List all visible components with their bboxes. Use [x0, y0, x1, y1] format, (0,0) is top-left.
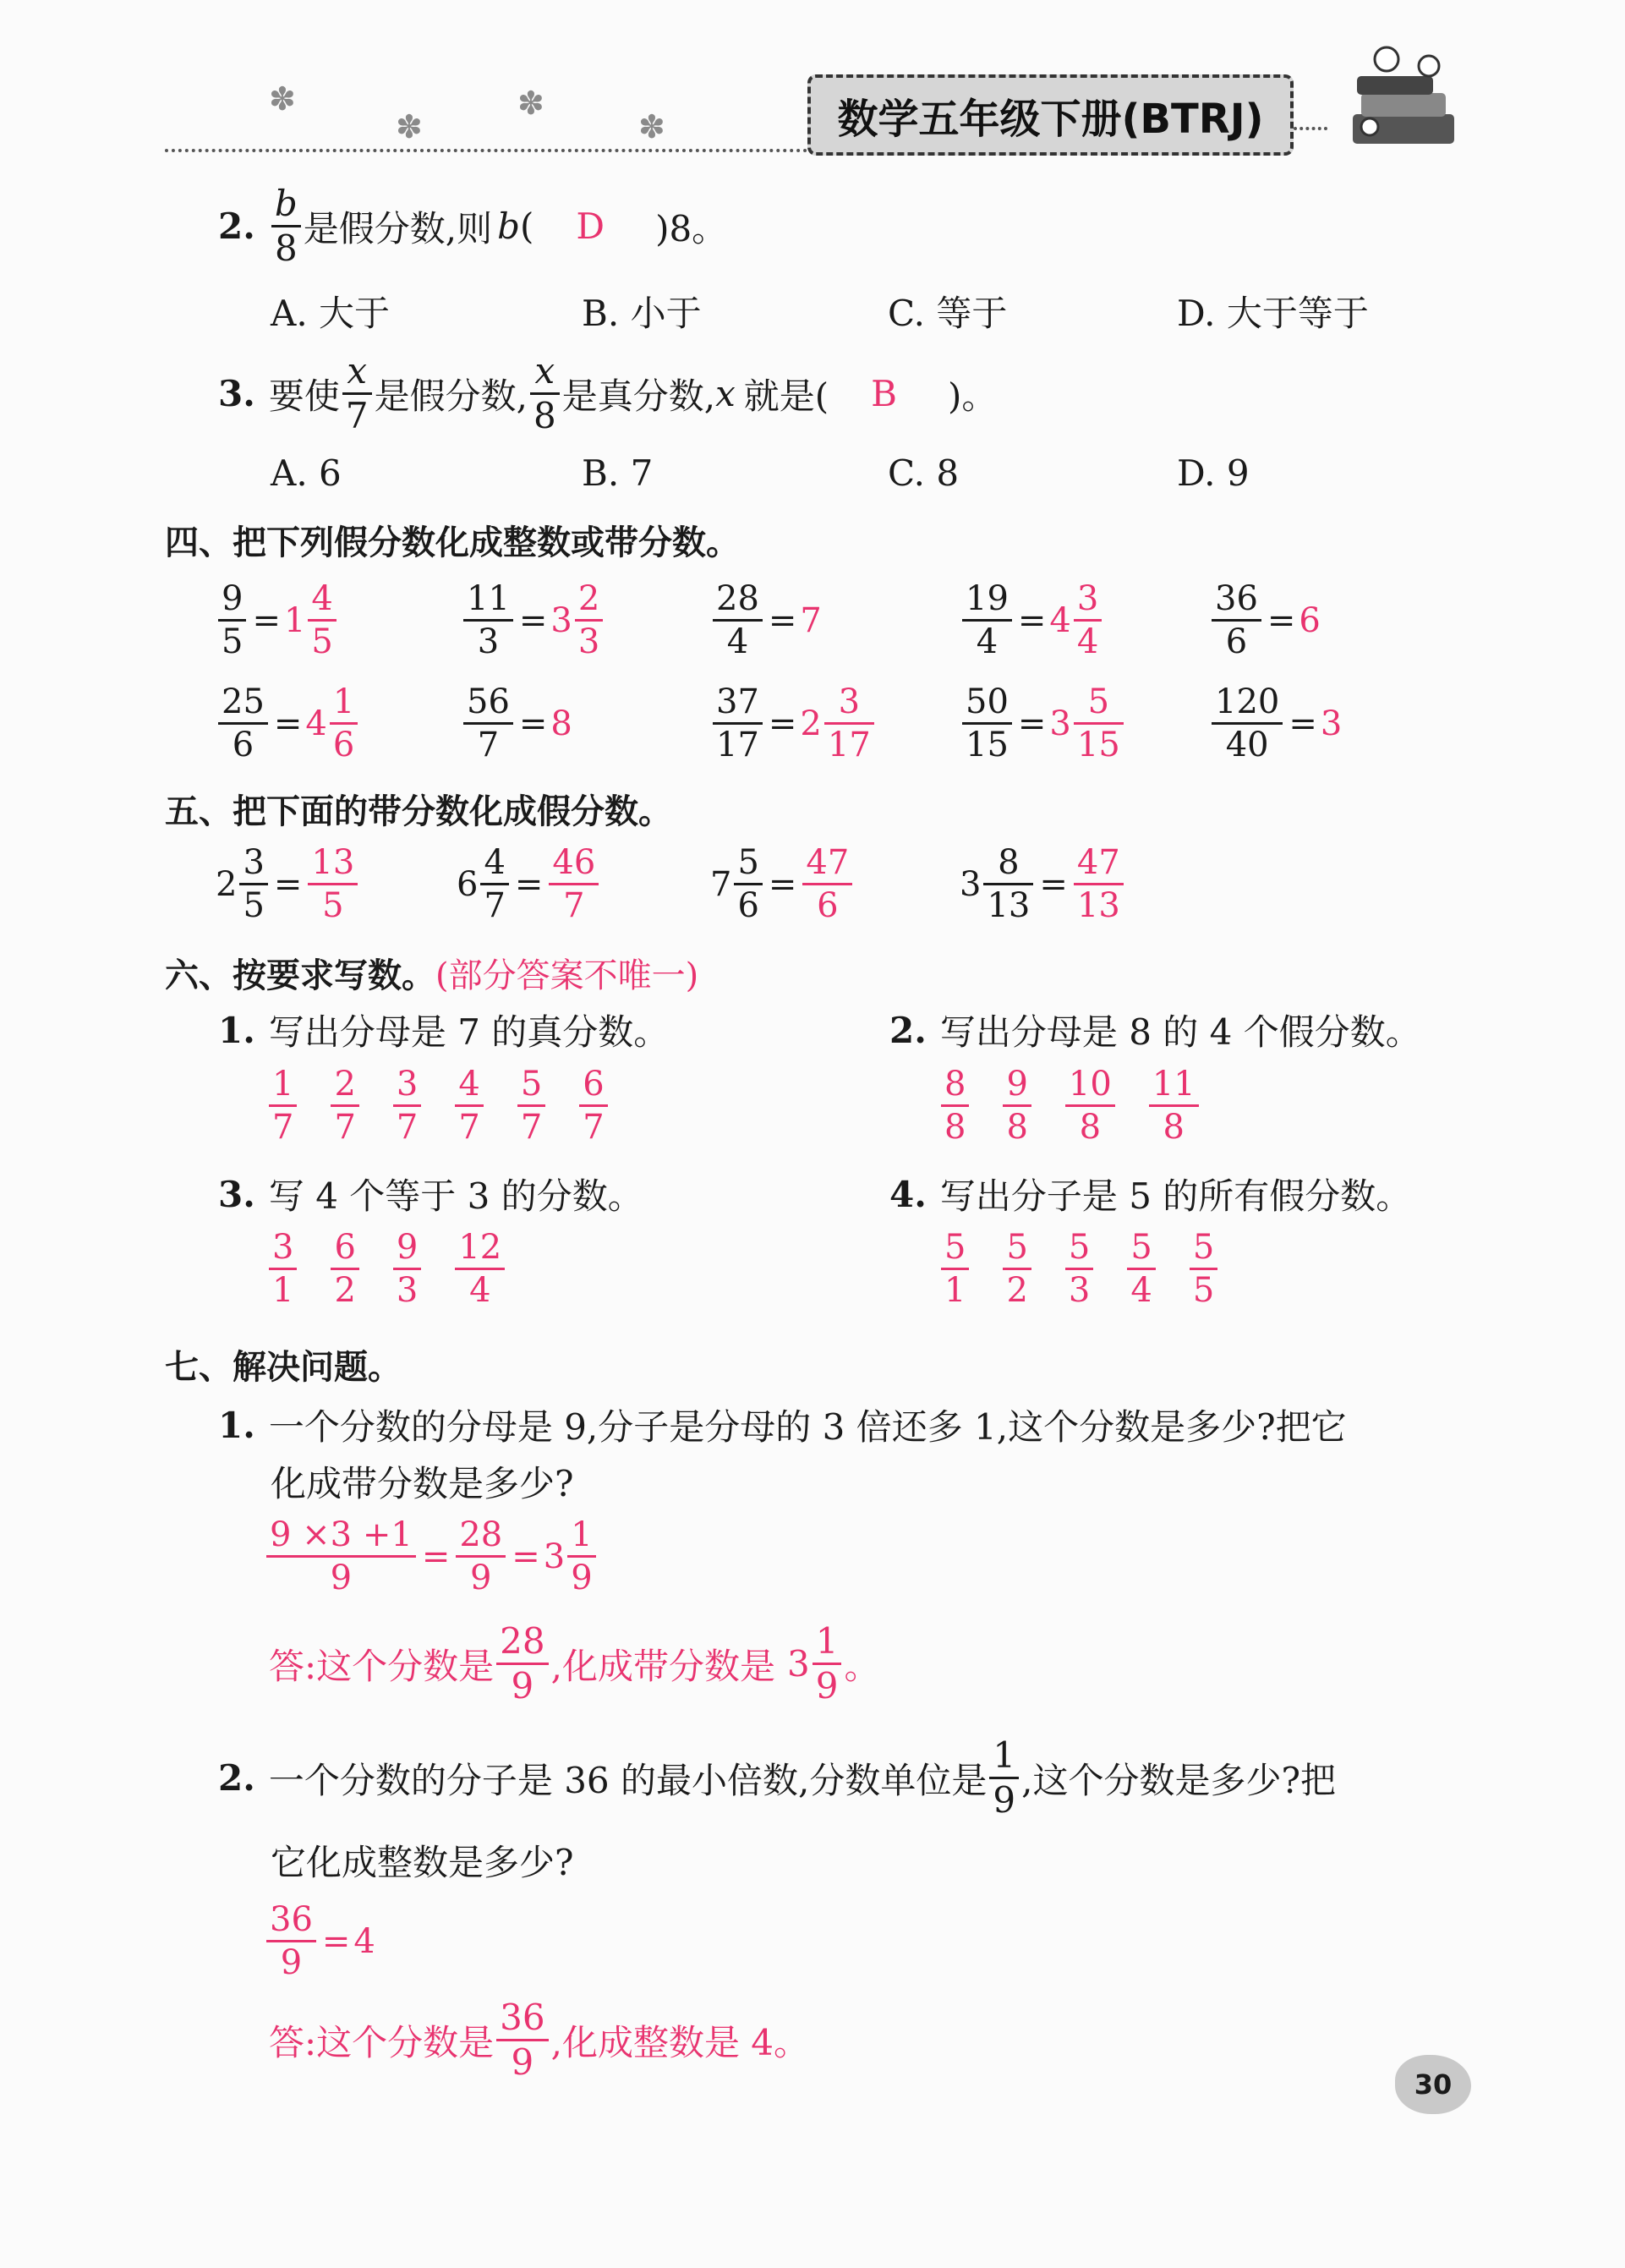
option-c: C. 等于 — [888, 293, 1008, 334]
fraction: $\frac{4}{7}$ — [480, 846, 508, 923]
books-with-kids-icon — [1336, 34, 1471, 161]
question-6-4: 4. 写出分子是 5 的所有假分数。 — [889, 1173, 1412, 1217]
question-6-2: 2. 写出分母是 8 的 4 个假分数。 — [889, 1009, 1421, 1053]
calculation: $\frac{9 \times 3 +1}{9}$ = $\frac{28}{9}$ = 3 1 9 — [264, 1518, 599, 1595]
fraction: $\frac{37}{17}$ — [713, 685, 763, 762]
answer: 6 — [1299, 600, 1321, 640]
conversion-item: $\frac{50}{15}$ = 3 5 15 — [960, 685, 1126, 762]
answer: 8 — [550, 704, 572, 743]
section-heading: 六、按要求写数。(部分答案不唯一) — [165, 956, 699, 995]
answer-fractions — [266, 1065, 610, 1147]
answer — [800, 843, 855, 925]
answer — [1071, 843, 1126, 925]
page-number: 30 — [1395, 2055, 1471, 2114]
fraction: 8 8 — [941, 1067, 969, 1144]
fraction: $\frac{50}{15}$ — [962, 685, 1012, 762]
fraction: 3 4 — [1074, 582, 1102, 659]
fraction: 2 7 — [331, 1067, 358, 1144]
answer: 3 5 15 — [1049, 685, 1125, 762]
answer-statement: 答:这个分数是 36 9 ,化成整数是 4。 — [269, 1997, 810, 2083]
answer: 7 — [800, 600, 822, 640]
flower-icon: ✽ — [638, 108, 665, 145]
option-b: B. 7 — [582, 452, 654, 494]
fraction: $\frac{120}{40}$ — [1212, 685, 1283, 762]
answer: 3 2 3 — [550, 582, 605, 659]
fraction: x 8 — [530, 353, 560, 434]
conversion-item: 6 $\frac{4}{7}$ = $\frac{46}{7}$ — [457, 846, 601, 923]
conversion-item: $\frac{28}{4}$ = 7 — [710, 582, 822, 659]
fraction: 9 3 — [393, 1230, 421, 1307]
question-number: 3. — [218, 373, 255, 414]
answer — [305, 843, 360, 925]
answer-statement: 答:这个分数是 28 9 ,化成带分数是 3 1 9 。 — [269, 1620, 880, 1706]
fraction: 4 5 — [308, 582, 336, 659]
question-7-2: 2. 一个分数的分子是 36 的最小倍数,分数单位是 1 9 ,这个分数是多少?把 — [218, 1734, 1336, 1821]
question-7-1-line2: 化成带分数是多少? — [271, 1463, 574, 1504]
answer — [546, 843, 601, 925]
question-number: 2. — [218, 205, 255, 247]
answer: 2 3 17 — [800, 685, 876, 762]
question-3-2: 2. b 8 是假分数,则 b ( D )8。 — [218, 183, 728, 269]
fraction: $\frac{5}{6}$ — [734, 846, 762, 923]
fraction: 1 6 — [330, 685, 358, 762]
option-b: B. 小于 — [582, 293, 702, 334]
section-heading: 七、解决问题。 — [165, 1348, 402, 1387]
conversion-item: $\frac{11}{3}$ = 3 2 3 — [461, 582, 605, 659]
section-heading: 五、把下面的带分数化成假分数。 — [165, 792, 672, 831]
fraction: $\frac{28}{4}$ — [713, 582, 763, 659]
fraction: b 8 — [271, 186, 301, 266]
fraction: 1 7 — [269, 1067, 297, 1144]
fraction: $\frac{13}{5}$ — [308, 846, 358, 923]
fraction: 5 7 — [517, 1067, 545, 1144]
question-6-1: 1. 写出分母是 7 的真分数。 — [218, 1009, 670, 1053]
fraction: 4 7 — [455, 1067, 483, 1144]
book-title: 数学五年级下册(BTRJ) — [807, 74, 1294, 156]
fraction: 5 4 — [1127, 1230, 1155, 1307]
conversion-item: 7 $\frac{5}{6}$ = $\frac{47}{6}$ — [710, 846, 855, 923]
fraction: 3 1 — [269, 1230, 297, 1307]
flower-icon: ✽ — [396, 108, 423, 145]
answer: 3 — [1320, 704, 1343, 743]
fraction: $\frac{19}{4}$ — [962, 582, 1012, 659]
answer-fractions — [938, 1065, 1201, 1147]
option-a: A. 6 — [271, 452, 342, 494]
conversion-item: 3 $\frac{8}{13}$ = $\frac{47}{13}$ — [960, 846, 1126, 923]
option-d: D. 大于等于 — [1177, 293, 1369, 334]
conversion-item: $\frac{9}{5}$ = 1 4 5 — [216, 582, 339, 659]
fraction: 5 3 — [1065, 1230, 1093, 1307]
fraction: $\frac{47}{13}$ — [1074, 846, 1124, 923]
section-heading: 四、把下列假分数化成整数或带分数。 — [165, 523, 740, 562]
fraction: $\frac{47}{6}$ — [802, 846, 852, 923]
answer-fractions — [938, 1228, 1220, 1310]
answer-blank: D — [576, 205, 605, 247]
fraction: $\frac{46}{7}$ — [549, 846, 599, 923]
answer: 1 4 5 — [284, 582, 339, 659]
fraction: 10 8 — [1065, 1067, 1115, 1144]
conversion-item: $\frac{56}{7}$ = 8 — [461, 685, 572, 762]
flower-icon: ✽ — [269, 80, 296, 118]
fraction: 3 17 — [824, 685, 874, 762]
answer-blank: B — [871, 373, 898, 414]
conversion-item: 2 $\frac{3}{5}$ = $\frac{13}{5}$ — [216, 846, 360, 923]
question-7-1: 1. 一个分数的分母是 9,分子是分母的 3 倍还多 1,这个分数是多少?把它 — [218, 1404, 1347, 1448]
question-6-3: 3. 写 4 个等于 3 的分数。 — [218, 1173, 643, 1217]
fraction: 12 4 — [455, 1230, 505, 1307]
fraction: $\frac{36}{6}$ — [1212, 582, 1261, 659]
fraction: 6 2 — [331, 1230, 358, 1307]
fraction: $\frac{56}{7}$ — [463, 685, 513, 762]
fraction: 5 5 — [1190, 1230, 1217, 1307]
option-a: A. 大于 — [271, 293, 391, 334]
conversion-item: $\frac{19}{4}$ = 4 3 4 — [960, 582, 1104, 659]
fraction: $\frac{9}{5}$ — [218, 582, 246, 659]
fraction: $\frac{25}{6}$ — [218, 685, 268, 762]
header-dotted-line — [1294, 127, 1327, 130]
fraction: 11 8 — [1149, 1067, 1199, 1144]
note: (部分答案不唯一) — [435, 956, 699, 995]
answer: 4 3 4 — [1049, 582, 1104, 659]
option-c: C. 8 — [888, 452, 960, 494]
fraction: 5 1 — [941, 1230, 969, 1307]
conversion-item: $\frac{36}{6}$ = 6 — [1209, 582, 1321, 659]
answer-fractions — [266, 1228, 507, 1310]
fraction: 5 15 — [1074, 685, 1124, 762]
fraction: $\frac{3}{5}$ — [239, 846, 267, 923]
fraction: x 7 — [342, 353, 372, 434]
conversion-item: $\frac{25}{6}$ = 4 1 6 — [216, 685, 360, 762]
answer: 4 1 6 — [305, 685, 360, 762]
option-d: D. 9 — [1177, 452, 1250, 494]
calculation: $\frac{36}{9}$ = 4 — [264, 1903, 375, 1980]
question-7-2-line2: 它化成整数是多少? — [271, 1842, 574, 1883]
header-dotted-line — [165, 149, 807, 152]
question-3-3: 3. 要使 x 7 是假分数, x 8 是真分数, x 就是( B )。 — [218, 350, 998, 436]
conversion-item: $\frac{120}{40}$ = 3 — [1209, 685, 1342, 762]
fraction: $\frac{8}{13}$ — [983, 846, 1033, 923]
fraction: 6 7 — [579, 1067, 607, 1144]
fraction: 5 2 — [1003, 1230, 1031, 1307]
fraction: 9 8 — [1003, 1067, 1031, 1144]
conversion-item: $\frac{37}{17}$ = 2 3 17 — [710, 685, 877, 762]
fraction: $\frac{11}{3}$ — [463, 582, 513, 659]
fraction: 2 3 — [575, 582, 603, 659]
flower-icon: ✽ — [517, 85, 544, 122]
fraction: 3 7 — [393, 1067, 421, 1144]
